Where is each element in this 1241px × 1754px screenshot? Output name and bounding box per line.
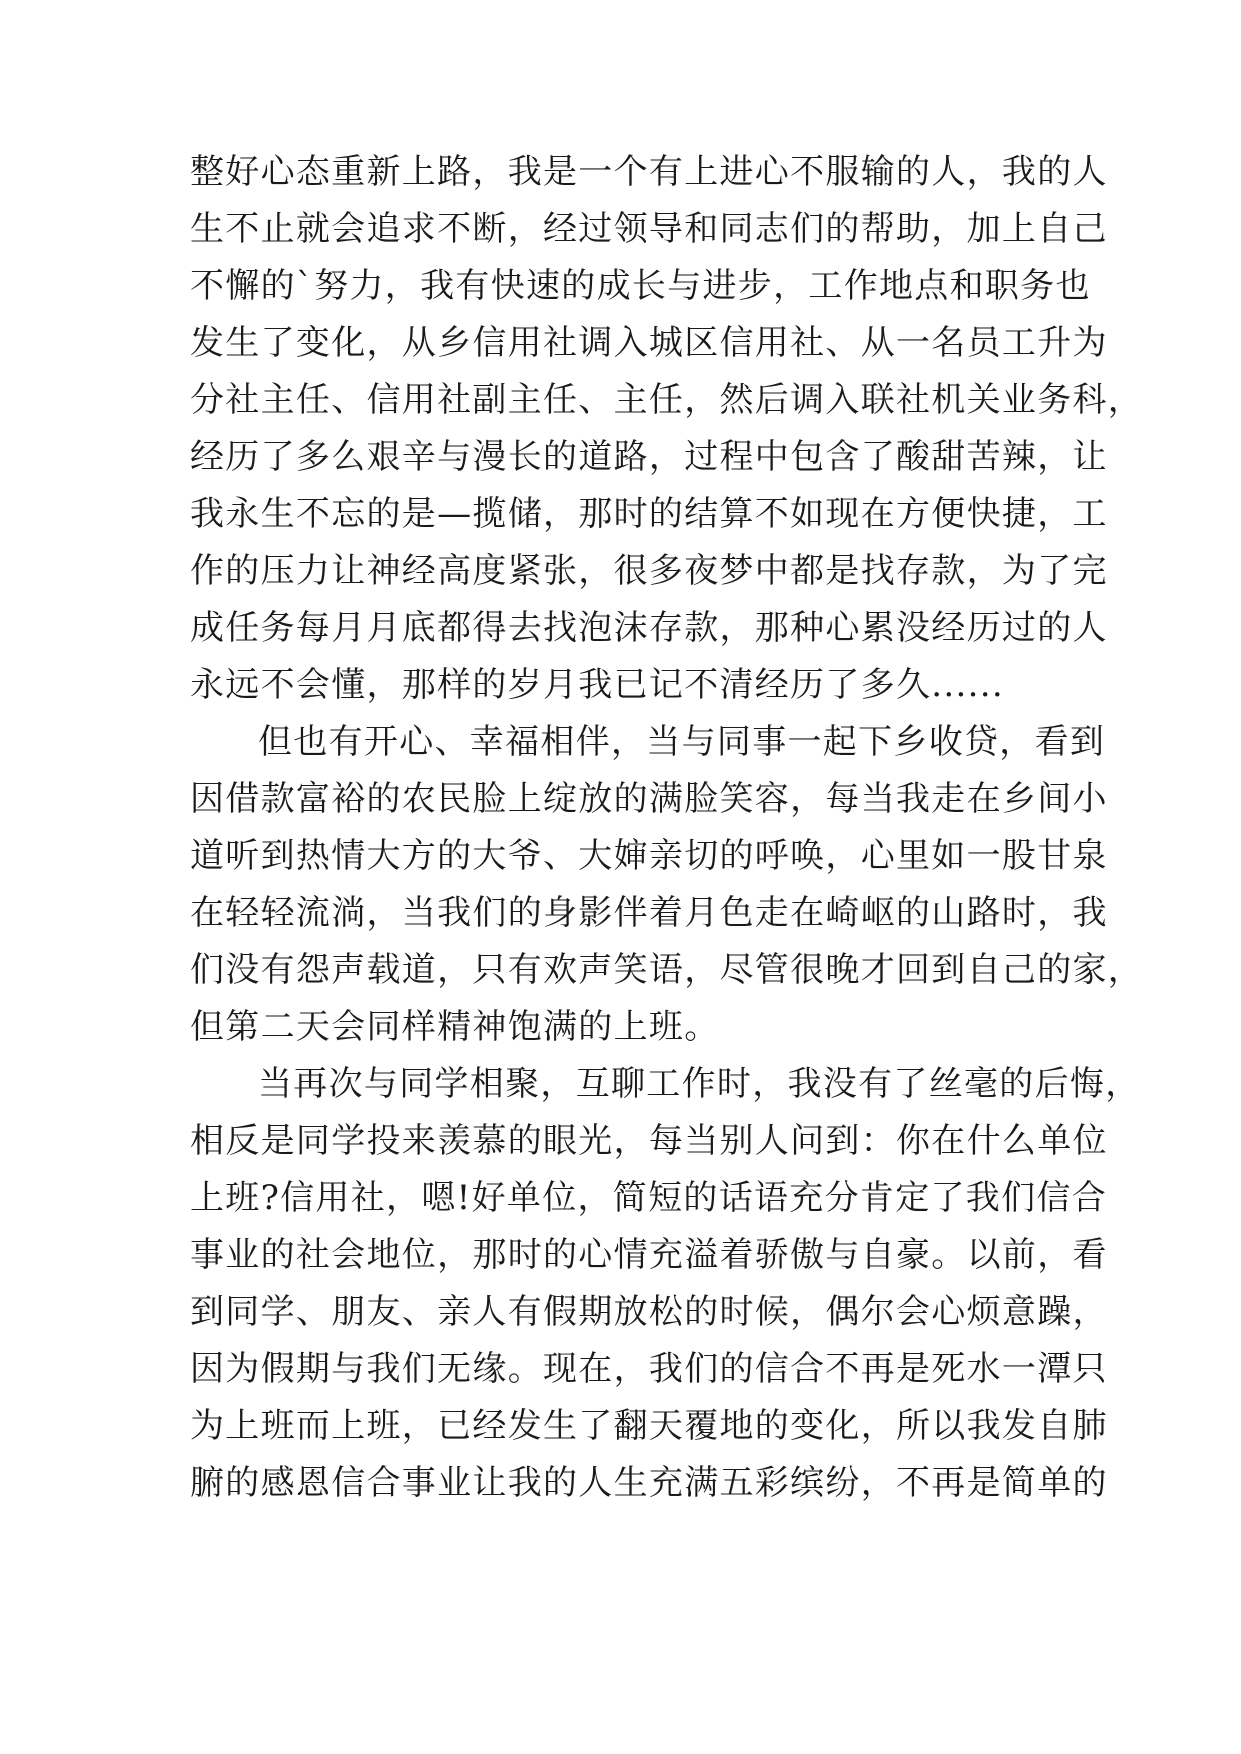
text-line: 们没有怨声载道，只有欢声笑语，尽管很晚才回到自己的家， [190, 950, 1144, 990]
text-line: 生不止就会追求不断，经过领导和同志们的帮助，加上自己 [190, 209, 1108, 249]
text-line: 永远不会懂，那样的岁月我已记不清经历了多久...... [190, 665, 1004, 705]
text-line: 整好心态重新上路，我是一个有上进心不服输的人，我的人 [190, 152, 1108, 192]
text-line: 相反是同学投来羡慕的眼光，每当别人问到：你在什么单位 [190, 1121, 1108, 1161]
text-line: 作的压力让神经高度紧张，很多夜梦中都是找存款，为了完 [190, 551, 1108, 591]
text-line: 我永生不忘的是—揽储，那时的结算不如现在方便快捷，工 [190, 494, 1108, 534]
paragraph-first-line: 当再次与同学相聚，互聊工作时，我没有了丝毫的后悔， [258, 1064, 1141, 1104]
text-line: 上班?信用社，嗯!好单位，简短的话语充分肯定了我们信合 [190, 1178, 1107, 1218]
text-line: 腑的感恩信合事业让我的人生充满五彩缤纷，不再是简单的 [190, 1463, 1108, 1503]
text-line: 成任务每月月底都得去找泡沫存款，那种心累没经历过的人 [190, 608, 1108, 648]
text-line: 在轻轻流淌，当我们的身影伴着月色走在崎岖的山路时，我 [190, 893, 1108, 933]
text-line: 发生了变化，从乡信用社调入城区信用社、从一名员工升为 [190, 323, 1108, 363]
text-line: 为上班而上班，已经发生了翻天覆地的变化，所以我发自肺 [190, 1406, 1108, 1446]
text-line: 道听到热情大方的大爷、大婶亲切的呼唤，心里如一股甘泉 [190, 836, 1108, 876]
text-line: 因为假期与我们无缘。现在，我们的信合不再是死水一潭只 [190, 1349, 1108, 1389]
text-line: 到同学、朋友、亲人有假期放松的时候，偶尔会心烦意躁， [190, 1292, 1108, 1332]
text-line: 因借款富裕的农民脸上绽放的满脸笑容，每当我走在乡间小 [190, 779, 1108, 819]
text-line: 但第二天会同样精神饱满的上班。 [190, 1007, 720, 1047]
text-line: 分社主任、信用社副主任、主任，然后调入联社机关业务科， [190, 380, 1144, 420]
paragraph-first-line: 但也有开心、幸福相伴，当与同事一起下乡收贷，看到 [258, 722, 1106, 762]
text-line: 事业的社会地位，那时的心情充溢着骄傲与自豪。以前，看 [190, 1235, 1108, 1275]
text-line: 不懈的`努力，我有快速的成长与进步，工作地点和职务也 [190, 266, 1091, 306]
text-line: 经历了多么艰辛与漫长的道路，过程中包含了酸甜苦辣，让 [190, 437, 1108, 477]
